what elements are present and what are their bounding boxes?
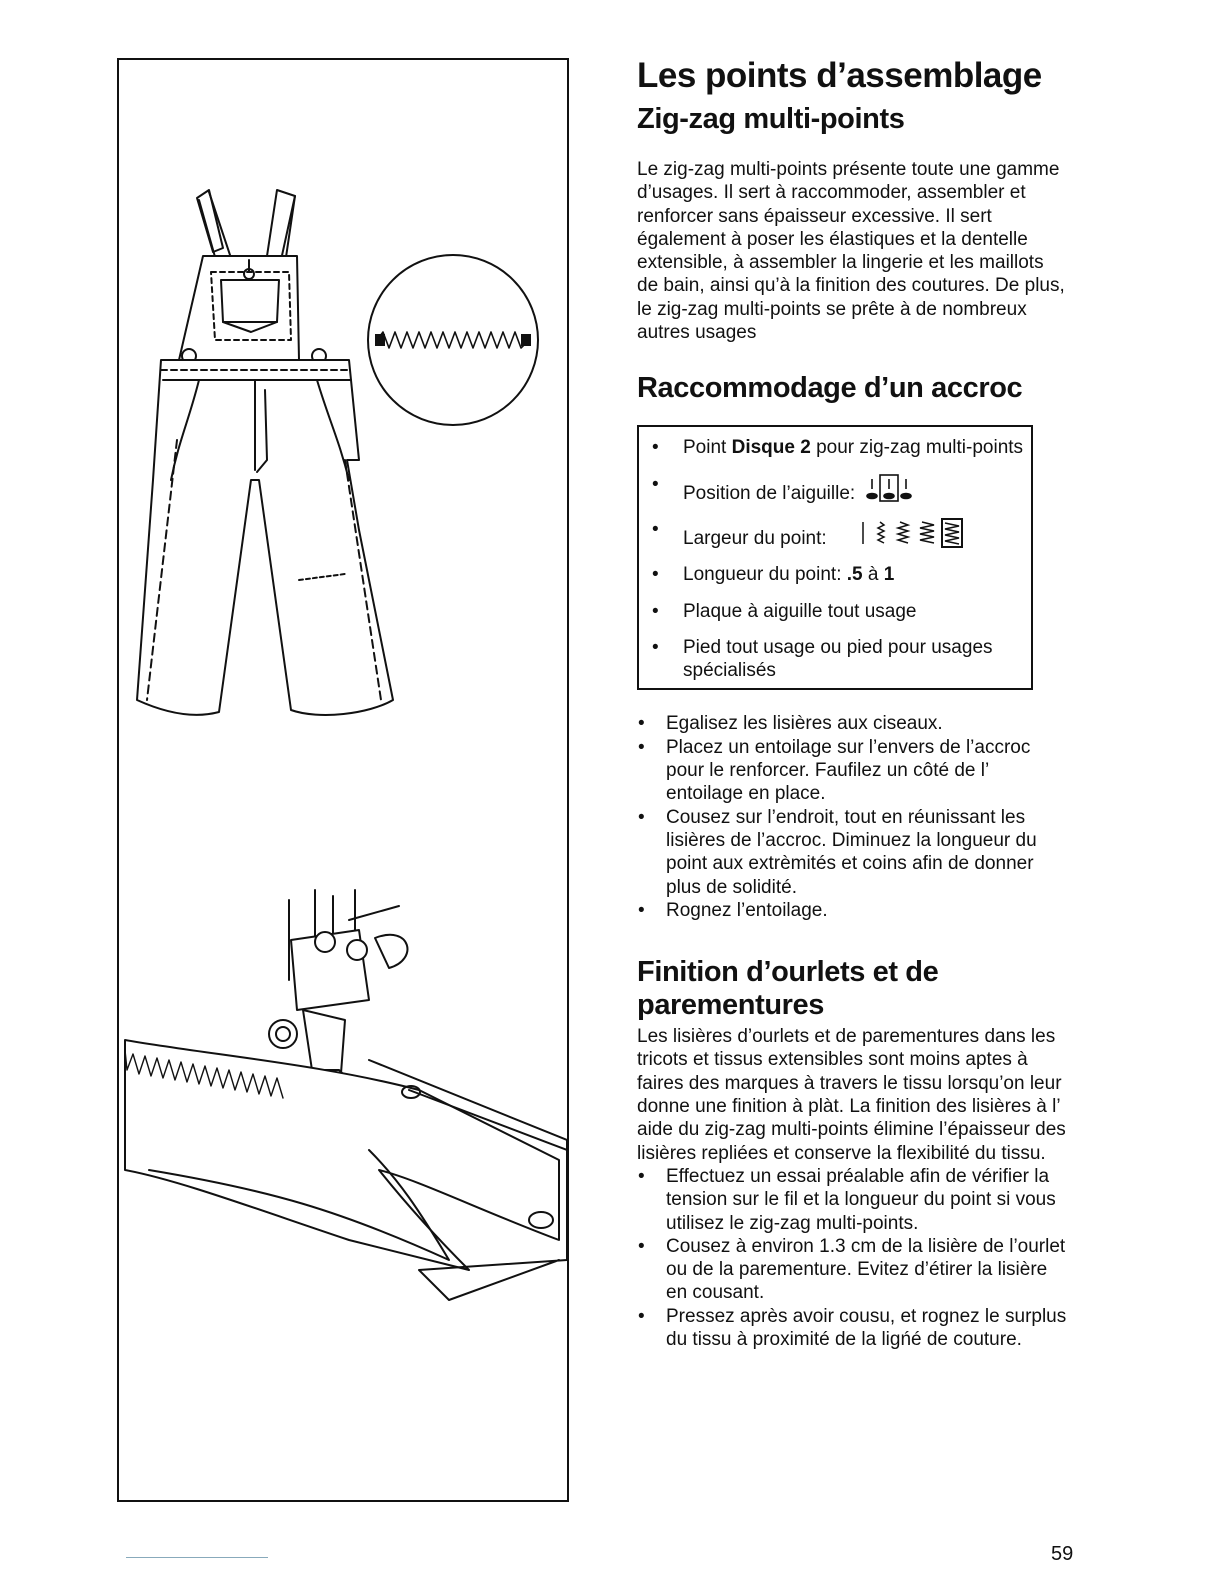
sewing-machine-illustration: [125, 890, 567, 1300]
needle-position-icon: [866, 473, 912, 503]
intro-paragraph: Le zig-zag multi-points présente toute une gamme d’usages. Il sert à raccommoder, assembler et renforcer sans épaisseur excessive. Il sert également à poser les élastiques et la dentelle extensible, à assembler la lingerie et les maillots de bain, ainsi qu’à la finition des coutures. De plus, le zig-zag multi-points se prête à de nombreux autres usages: [637, 159, 1065, 344]
accroc-step: • Rognez l’entoilage.: [637, 899, 1067, 922]
finition-steps: [637, 1165, 1067, 1351]
setting-length-min: .5: [846, 564, 863, 586]
setting-needle-label: Position de l’aiguille:: [683, 482, 856, 504]
accroc-heading: Raccommodage d’un accroc: [637, 372, 1023, 405]
page-number: 59: [1051, 1543, 1074, 1565]
overalls-illustration: [137, 190, 393, 715]
finition-step: • Cousez à environ 1.3 cm de la lisière de l’ourlet ou de la parementure. Evitez d’étirer la lisière en cousant.: [637, 1235, 1067, 1305]
setting-width-label: Largeur du point:: [683, 527, 827, 549]
setting-stitch-width: [639, 518, 1031, 550]
settings-box: [637, 425, 1033, 690]
stitch-detail-circle: [368, 255, 538, 425]
accroc-step: • Placez un entoilage sur l’envers de l’accroc pour le renforcer. Faufilez un côté de l’ entoilage en place.: [637, 736, 1067, 806]
setting-plate: • Plaque à aiguille tout usage: [639, 600, 1031, 623]
illustrations: [119, 60, 567, 1500]
finition-step: • Effectuez un essai préalable afin de vérifier la tension sur le fil et la longueur du point si vous utilisez le zig-zag multi-points.: [637, 1165, 1067, 1235]
section-subtitle: Zig-zag multi-points: [637, 103, 905, 135]
accroc-steps: [637, 712, 1067, 922]
footer-rule: [126, 1557, 268, 1558]
finition-paragraph: Les lisières d’ourlets et de parementures dans les tricots et tissus extensibles sont moins aptes à faires des marques à travers le tissu lorsqu’on leur donne une finition à plàt. La finition des lisières à l’ aide du zig-zag multi-points élimine l’épaisseur des lisières repliées et conserve la flexibilité du tissu.: [637, 1026, 1066, 1164]
illustration-frame: [117, 58, 569, 1502]
setting-length-sep: à: [862, 564, 884, 586]
setting-point: [639, 436, 1031, 459]
settings-list: [639, 436, 1031, 682]
finition-step: • Pressez après avoir cousu, et rognez le surplus du tissu à proximité de la ligńé de couture.: [637, 1305, 1067, 1352]
accroc-step: • Cousez sur l’endroit, tout en réunissant les lisières de l’accroc. Diminuez la longueur du point aux extrèmités et coins afin de donner plus de solidité.: [637, 806, 1067, 899]
setting-length-label: Longueur du point:: [683, 564, 847, 586]
page-title: Les points d’assemblage: [637, 56, 1042, 95]
setting-needle-position: [639, 473, 1031, 505]
setting-point-suffix: pour zig-zag multi-points: [810, 437, 1024, 459]
setting-stitch-length: [639, 563, 1031, 586]
setting-point-prefix: Point: [683, 437, 732, 459]
setting-point-disc: Disque 2: [731, 437, 811, 459]
text-column: [637, 55, 1067, 1351]
setting-foot: • Pied tout usage ou pied pour usages spécialisés: [639, 636, 1031, 683]
stitch-width-icon: [858, 518, 968, 548]
finition-heading: Finition d’ourlets et de parementures: [637, 956, 939, 1022]
accroc-step: • Egalisez les lisières aux ciseaux.: [637, 712, 1067, 735]
setting-length-max: 1: [883, 564, 895, 586]
